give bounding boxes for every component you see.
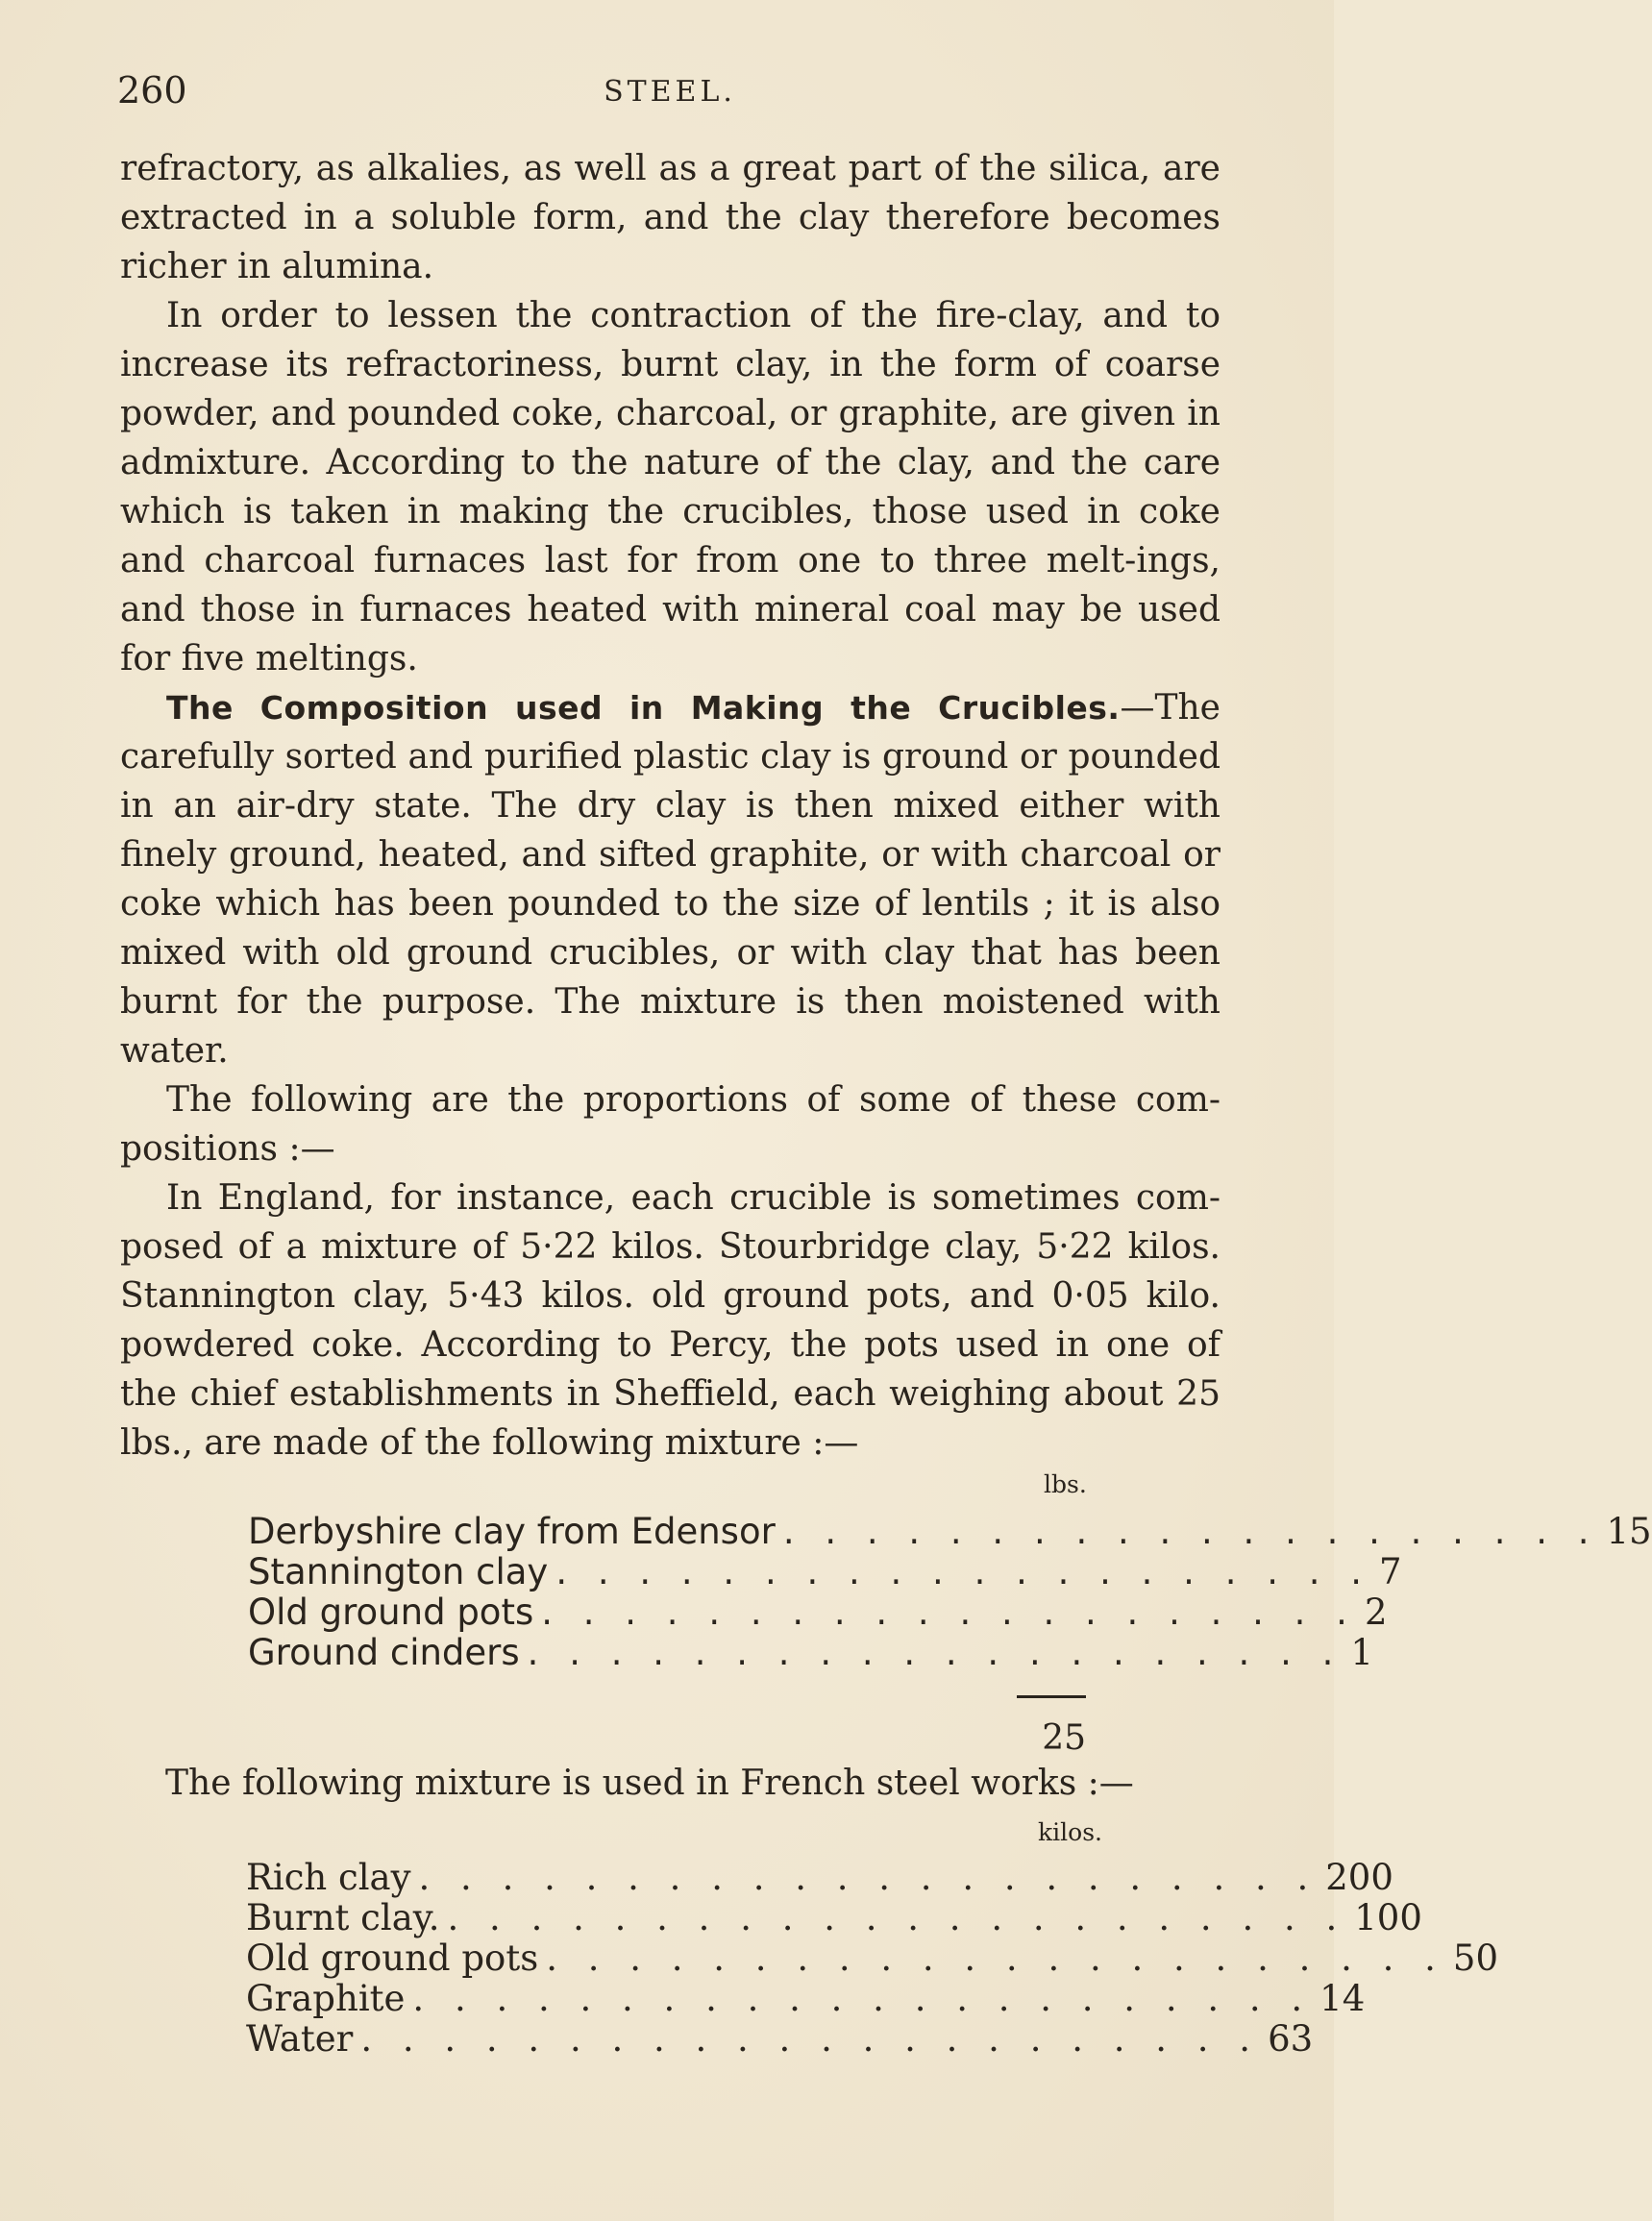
ingredient-quantity: 14 bbox=[1319, 1978, 1366, 2019]
ingredient-name: Water bbox=[246, 2018, 354, 2060]
page-number: 260 bbox=[117, 69, 187, 111]
table-row bbox=[248, 1632, 1373, 1673]
french-mixture-table bbox=[246, 1807, 1499, 2076]
page-header bbox=[117, 69, 1222, 117]
ingredient-name: Derbyshire clay from Edensor bbox=[248, 1511, 776, 1552]
leader-dots: . . . . . . . . . . . . . . . . . . . . bbox=[541, 1592, 1357, 1633]
paragraph-1: refractory, as alkalies, as well as a great part of the silica, are extracted in a soluble form, and the clay therefore becomes richer in alumina. bbox=[120, 149, 1221, 286]
ingredient-name: Old ground pots bbox=[248, 1592, 534, 1633]
leader-dots: . . . . . . . . . . . . . . . . . . . . bbox=[782, 1511, 1599, 1552]
ingredient-quantity: 2 bbox=[1364, 1592, 1388, 1633]
body-text bbox=[120, 144, 1221, 1468]
paragraph-5: In England, for instance, each crucible is sometimes com-posed of a mixture of 5·22 kilos. Stourbridge clay, 5·22 kilos. Stannington clay, 5·43 kilos. old ground pots, and 0·05 kilo. powdered coke. According to Percy, the pots used in one of the chief establishments in Sheffield, each weighing about 25 lbs., are made of the following mixture :— bbox=[120, 1178, 1221, 1463]
ingredient-name: Ground cinders bbox=[248, 1632, 520, 1673]
table-row bbox=[246, 1937, 1499, 1979]
table-row bbox=[246, 1857, 1393, 1898]
table-row bbox=[248, 1511, 1652, 1552]
french-mixture-intro: The following mixture is used in French steel works :— bbox=[165, 1764, 1134, 1803]
leader-dots: . . . . . . . . . . . . . . . . . . . . . . bbox=[412, 1978, 1313, 2019]
paragraph-3 bbox=[120, 683, 1221, 1075]
ingredient-name: Old ground pots bbox=[246, 1937, 539, 1979]
ingredient-quantity: 7 bbox=[1379, 1551, 1402, 1592]
total-quantity: 25 bbox=[1042, 1718, 1086, 1758]
paragraph-3-text: —The carefully sorted and purified plastic clay is ground or pounded in an air-dry state. The dry clay is then mixed either with finely ground, heated, and sifted graphite, or with charcoal or coke which has been pounded to the size of lentils ; it is also mixed with old ground crucibles, or with clay that has been burnt for the purpose. The mixture is then moistened with water. bbox=[120, 688, 1221, 1071]
ingredient-quantity: 1 bbox=[1350, 1632, 1373, 1673]
ingredient-name: Rich clay bbox=[246, 1857, 411, 1898]
unit-label: kilos. bbox=[1038, 1818, 1102, 1846]
ingredient-quantity: 200 bbox=[1325, 1857, 1393, 1898]
ingredient-quantity: 50 bbox=[1452, 1937, 1499, 1979]
unit-label: lbs. bbox=[1044, 1470, 1087, 1498]
leader-dots: . . . . . . . . . . . . . . . . . . . . bbox=[527, 1632, 1344, 1673]
table-row bbox=[248, 1592, 1388, 1633]
leader-dots: . . . . . . . . . . . . . . . . . . . . . . bbox=[546, 1937, 1445, 1979]
ingredient-name: Stannington clay bbox=[248, 1551, 549, 1592]
sum-rule bbox=[1017, 1695, 1086, 1698]
ingredient-name: Burnt clay. bbox=[246, 1897, 440, 1938]
leader-dots: . . . . . . . . . . . . . . . . . . . . . . bbox=[418, 1857, 1319, 1898]
table-row bbox=[246, 2018, 1314, 2060]
leader-dots: . . . . . . . . . . . . . . . . . . . . . . bbox=[360, 2018, 1261, 2060]
table-row bbox=[246, 1897, 1422, 1938]
ingredient-quantity: 15 bbox=[1606, 1511, 1652, 1552]
leader-dots: . . . . . . . . . . . . . . . . . . . . bbox=[555, 1551, 1372, 1592]
running-head: STEEL. bbox=[604, 75, 736, 109]
ingredient-quantity: 100 bbox=[1354, 1897, 1422, 1938]
leader-dots: . . . . . . . . . . . . . . . . . . . . . . bbox=[447, 1897, 1347, 1938]
table-row bbox=[246, 1978, 1366, 2019]
ingredient-name: Graphite bbox=[246, 1978, 406, 2019]
paragraph-2: In order to lessen the contraction of the fire-clay, and to increase its refractoriness, burnt clay, in the form of coarse powder, and pounded coke, charcoal, or graphite, are given in admixture. According to the nature of the clay, and the care which is taken in making the crucibles, those used in coke and charcoal furnaces last for from one to three melt-ings, and those in furnaces heated with mineral coal may be used for five meltings. bbox=[120, 296, 1221, 679]
ingredient-quantity: 63 bbox=[1268, 2018, 1314, 2060]
section-heading: The Composition used in Making the Crucibles. bbox=[166, 689, 1121, 727]
paragraph-4: The following are the proportions of some of these com-positions :— bbox=[120, 1080, 1221, 1169]
table-row bbox=[248, 1551, 1402, 1592]
sheffield-mixture-table bbox=[248, 1470, 1652, 1759]
